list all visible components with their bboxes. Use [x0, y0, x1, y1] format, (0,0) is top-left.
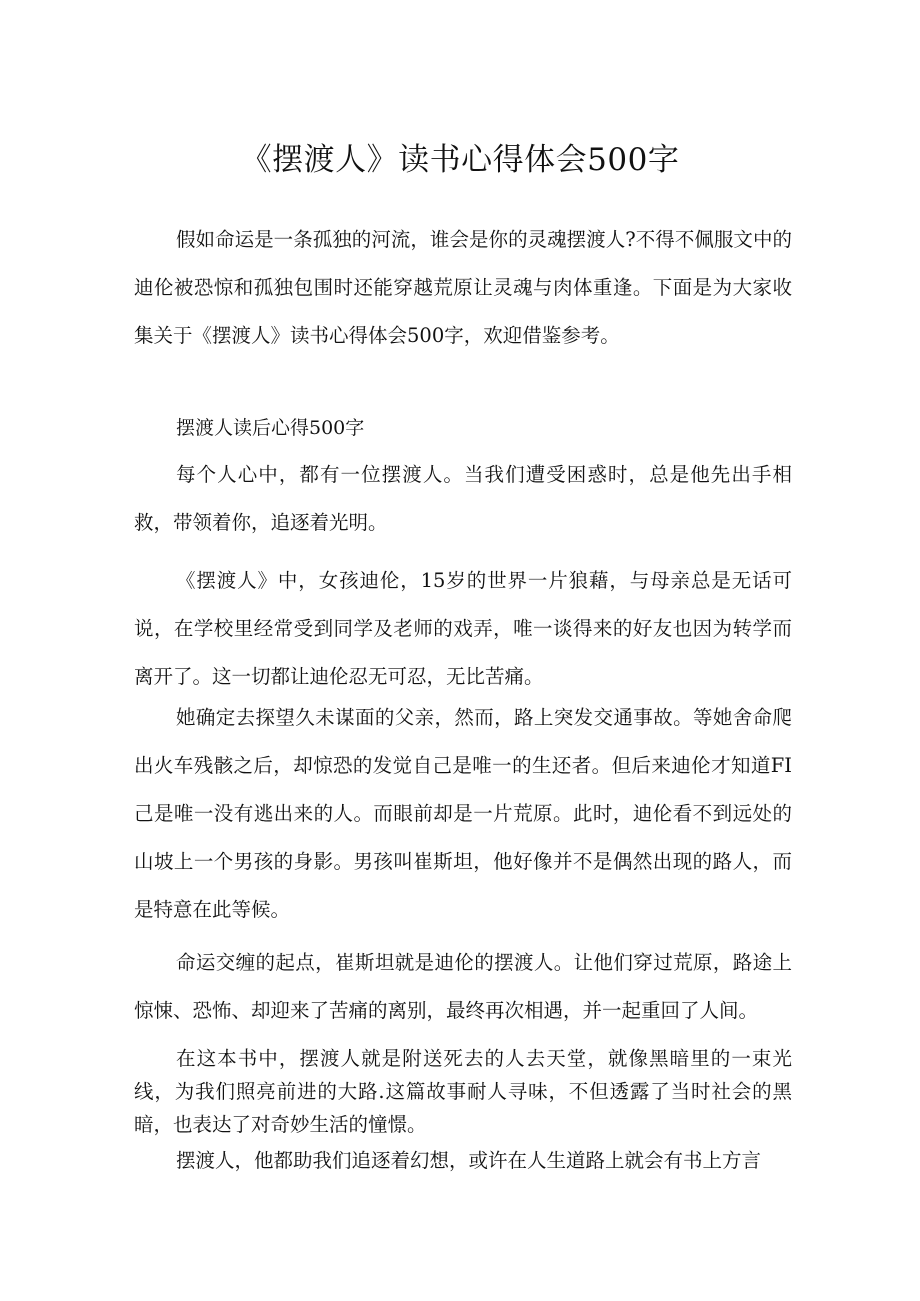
section-heading: 摆渡人读后心得500字: [176, 417, 365, 439]
body-paragraph-4: 命运交缠的起点，崔斯坦就是迪伦的摆渡人。让他们穿过荒原，路途上惊悚、恐怖、却迎来了苦痛的离别，最终再次相遇，并一起重回了人间。: [134, 951, 792, 1022]
body-paragraph-6: 摆渡人，他都助我们追逐着幻想，或许在人生道路上就会有书上方言: [176, 1149, 762, 1172]
body-paragraph-3: 她确定去探望久未谋面的父亲，然而，路上突发交通事故。等她舍命爬出火车残骸之后，却惊恐的发觉自己是唯一的生还者。但后来迪伦才知道FI己是唯一没有逃出来的人。而眼前却是一片荒原。此时，迪伦看不到远处的山坡上一个男孩的身影。男孩叫崔斯坦，他好像并不是偶然出现的路人，而是特意在此等候。: [134, 706, 792, 921]
intro-paragraph: 假如命运是一条孤独的河流，谁会是你的灵魂摆渡人?不得不佩服文中的迪伦被恐惊和孤独包围时还能穿越荒原让灵魂与肉体重逢。下面是为大家收集关于《摆渡人》读书心得体会500字，欢迎借鉴参考。: [134, 228, 792, 347]
body-paragraph-2: 《摆渡人》中，女孩迪伦，15岁的世界一片狼藉，与母亲总是无话可说，在学校里经常受到同学及老师的戏弄，唯一谈得来的好友也因为转学而离开了。这一切都让迪伦忍无可忍，无比苦痛。: [134, 569, 792, 688]
body-paragraph-1: 每个人心中，都有一位摆渡人。当我们遭受困惑时，总是他先出手相救，带领着你，追逐着光明。: [134, 463, 792, 534]
document-title: 《摆渡人》读书心得体会500字: [240, 142, 680, 178]
body-paragraph-5: 在这本书中，摆渡人就是附送死去的人去天堂，就像黑暗里的一束光线，为我们照亮前进的大路.这篇故事耐人寻味，不但透露了当时社会的黑暗，也表达了对奇妙生活的憧憬。: [134, 1047, 792, 1136]
